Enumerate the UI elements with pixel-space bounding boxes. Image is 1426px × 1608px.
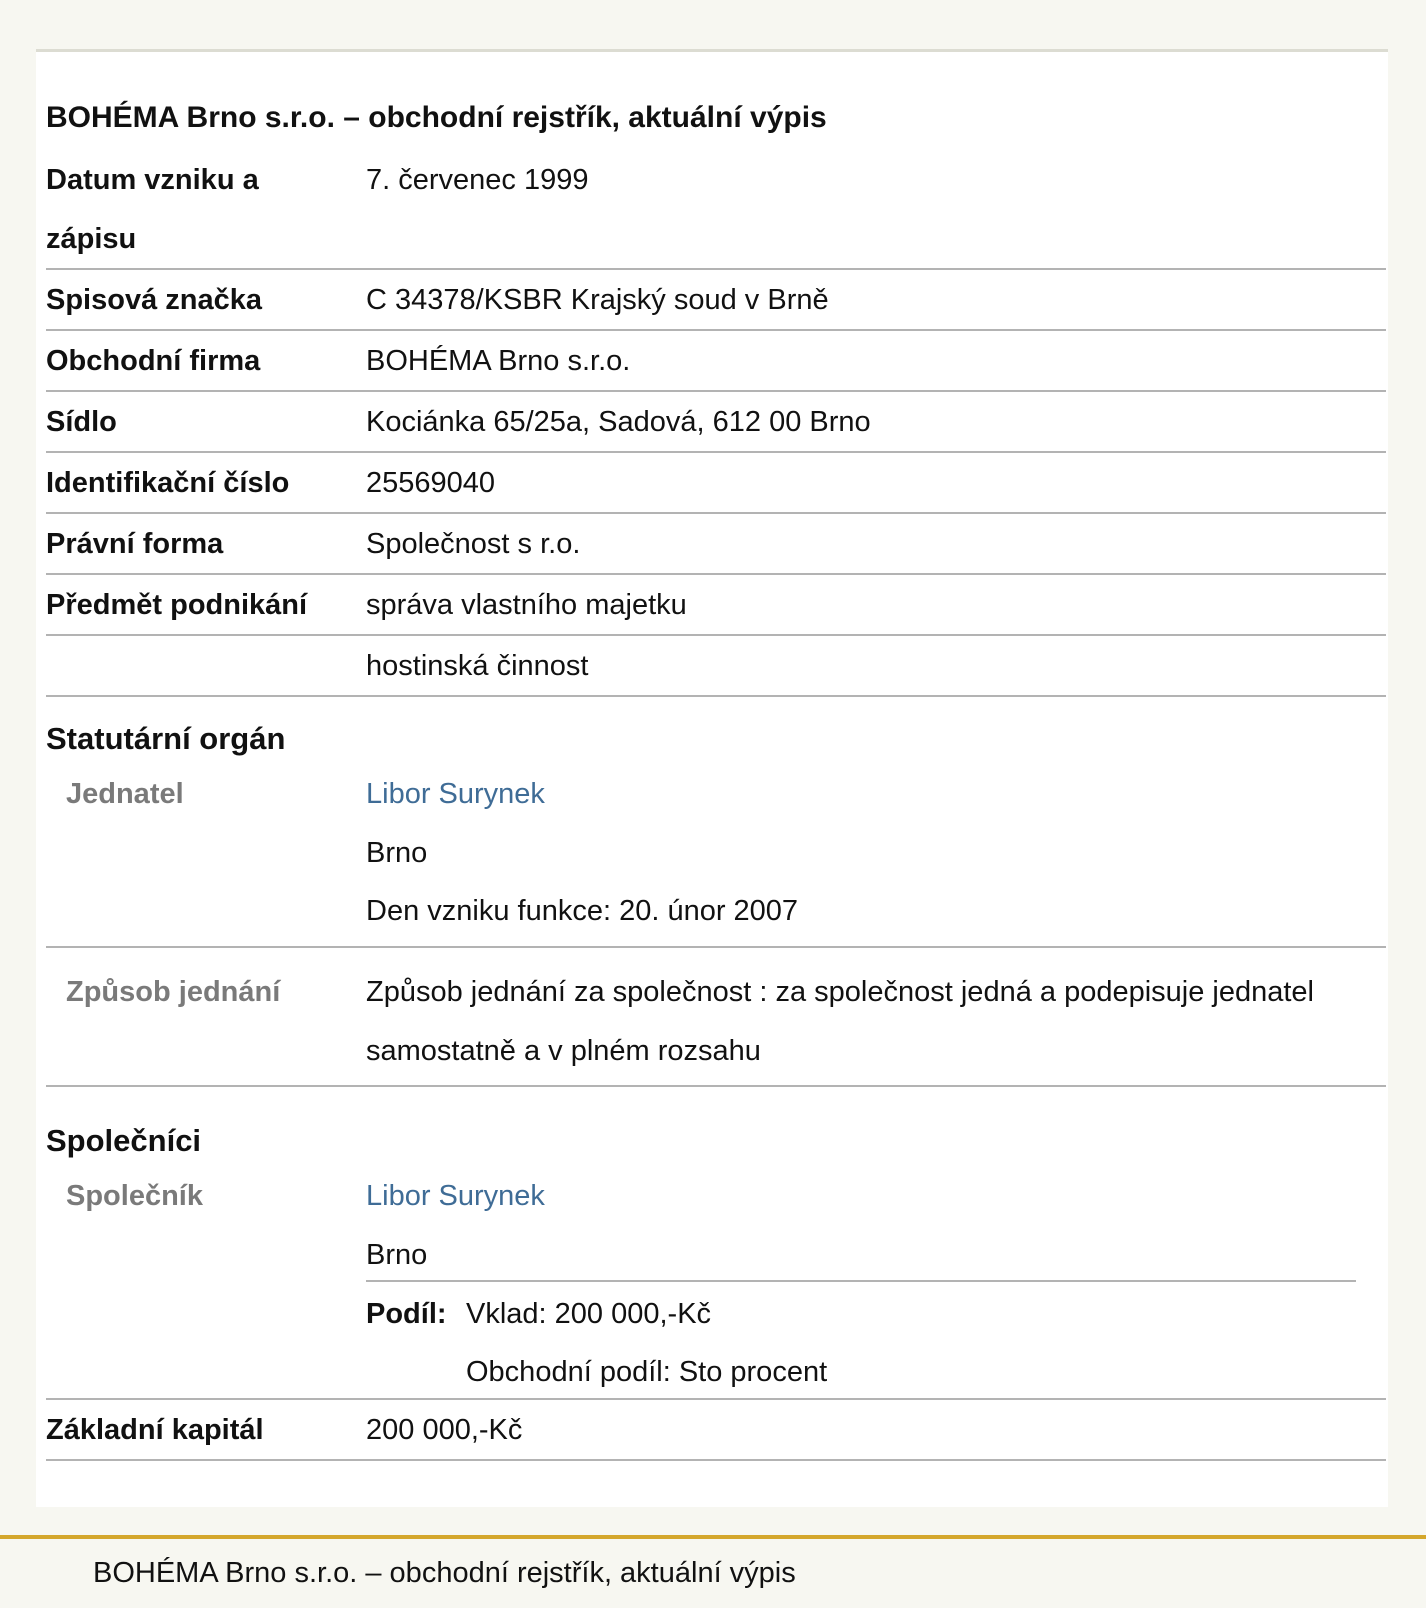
- label-podil: Podíl:: [366, 1298, 447, 1330]
- row-jednatel: [46, 764, 1386, 948]
- row-pravni-forma: [46, 514, 1386, 575]
- value-obchodni-podil: Obchodní podíl: Sto procent: [466, 1356, 828, 1388]
- label-spolecnik: Společník: [66, 1180, 203, 1212]
- value-jednatel-since: Den vzniku funkce: 20. únor 2007: [366, 895, 799, 927]
- value-zpusob-jednani-line2: samostatně a v plném rozsahu: [366, 1035, 761, 1067]
- label-ico: Identifikační číslo: [46, 467, 290, 499]
- value-zakladni-kapital: 200 000,-Kč: [366, 1414, 523, 1446]
- register-extract-card: [36, 49, 1388, 1507]
- page-title: BOHÉMA Brno s.r.o. – obchodní rejstřík, aktuální výpis: [46, 101, 827, 134]
- value-pravni-forma: Společnost s r.o.: [366, 528, 581, 560]
- row-zakladni-kapital: [46, 1400, 1386, 1461]
- podil-separator: [366, 1280, 1356, 1282]
- value-spolecnik-city: Brno: [366, 1239, 428, 1271]
- row-predmet-podnikani-2: [46, 636, 1386, 697]
- row-obchodni-firma: [46, 331, 1386, 392]
- value-zpusob-jednani-line1: Způsob jednání za společnost : za společnost jedná a podepisuje jednatel: [366, 976, 1314, 1008]
- row-datum-vzniku: [46, 150, 1386, 270]
- value-spisova-znacka: C 34378/KSBR Krajský soud v Brně: [366, 284, 829, 316]
- link-spolecnik-name[interactable]: Libor Surynek: [366, 1180, 545, 1212]
- section-statutarni-organ: Statutární orgán: [46, 721, 286, 756]
- value-obchodni-firma: BOHÉMA Brno s.r.o.: [366, 345, 631, 377]
- row-ico: [46, 453, 1386, 514]
- row-predmet-podnikani: [46, 575, 1386, 636]
- value-datum-vzniku: 7. červenec 1999: [366, 164, 589, 196]
- link-jednatel-name[interactable]: Libor Surynek: [366, 778, 545, 810]
- row-sidlo: [46, 392, 1386, 453]
- label-jednatel: Jednatel: [66, 778, 184, 810]
- label-zakladni-kapital: Základní kapitál: [46, 1414, 264, 1446]
- value-sidlo: Kociánka 65/25a, Sadová, 612 00 Brno: [366, 406, 871, 438]
- value-predmet-2: hostinská činnost: [366, 650, 589, 682]
- footer-divider: [0, 1535, 1426, 1539]
- section-spolecnici: Společníci: [46, 1123, 202, 1158]
- row-zpusob-jednani: [46, 962, 1386, 1087]
- label-pravni-forma: Právní forma: [46, 528, 224, 560]
- value-ico: 25569040: [366, 467, 496, 499]
- label-spisova-znacka: Spisová značka: [46, 284, 262, 316]
- row-spisova-znacka: [46, 270, 1386, 331]
- value-jednatel-city: Brno: [366, 837, 428, 869]
- value-predmet-1: správa vlastního majetku: [366, 589, 687, 621]
- label-datum-vzniku-line1: Datum vzniku a: [46, 164, 259, 196]
- label-datum-vzniku-line2: zápisu: [46, 223, 137, 255]
- label-zpusob-jednani: Způsob jednání: [66, 976, 281, 1008]
- label-predmet-podnikani: Předmět podnikání: [46, 589, 308, 621]
- footer-title: BOHÉMA Brno s.r.o. – obchodní rejstřík, aktuální výpis: [93, 1557, 796, 1589]
- row-spolecnik: [46, 1166, 1386, 1400]
- label-obchodni-firma: Obchodní firma: [46, 345, 261, 377]
- label-sidlo: Sídlo: [46, 406, 117, 438]
- value-vklad: Vklad: 200 000,-Kč: [466, 1298, 712, 1330]
